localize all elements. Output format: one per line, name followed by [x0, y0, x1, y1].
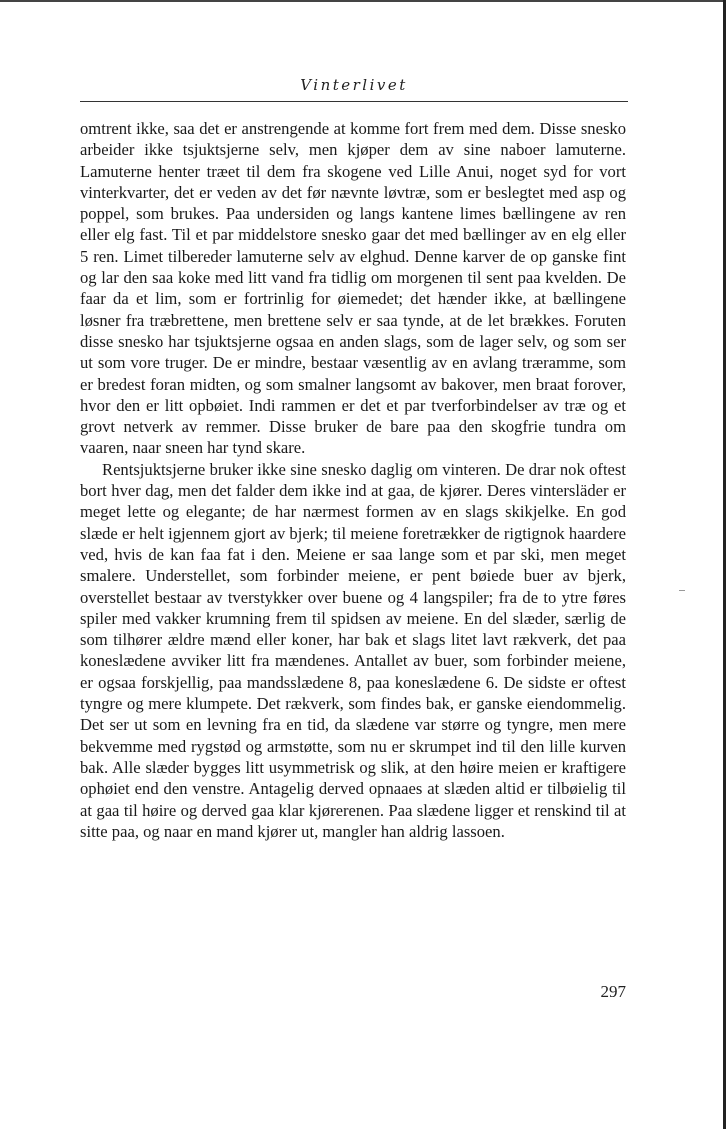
- page-number: 297: [600, 982, 626, 1001]
- paragraph-1: omtrent ikke, saa det er anstrengende at komme fort frem med dem. Disse snesko arbeider ikke tsjuktsjerne selv, men kjøper dem av sine naboer lamuterne. Lamuterne henter træet til dem fra skogene ved Lille Anui, noget syd for vort vinterkvarter, det er veden av det før nævnte løvtræ, som er beslegtet med asp og poppel, som brukes. Paa undersiden og langs kantene limes bællingene av ren eller elg fast. Til et par middelstore snesko gaar det med bællinger av en elg eller 5 ren. Limet tilbereder lamuterne selv av elghud. Denne karver de op ganske fint og lar den saa koke med litt vand fra tidlig om morgenen til sent paa kvelden. De faar da et lim, som er fortrinlig for øiemedet; det hænder ikke, at bællingene løsner fra træbrettene, men brettene selv er saa tynde, at de let brækkes. Foruten disse snesko har tsjuktsjerne ogsaa en anden slags, som de lager selv, og som ser ut som vore truger. De er mindre, bestaar væsentlig av en avlang træramme, som er bredest foran midten, og som smalner langsomt av bakover, men braat forover, hvor den er litt opbøiet. Indi rammen er det et par tverforbindelser av træ og et grovt netverk av remmer. Disse bruker de bare paa den skogfrie tundra om vaaren, naar sneen har tynd skare.: [80, 119, 626, 458]
- body-text: [80, 118, 626, 842]
- header-rule: [80, 101, 628, 102]
- page-edge-top: [0, 0, 726, 2]
- margin-mark: [679, 590, 685, 591]
- running-header: Vinterlivet: [300, 76, 408, 94]
- paragraph-2: Rentsjuktsjerne bruker ikke sine snesko daglig om vinteren. De drar nok oftest bort hver dag, men det falder dem ikke ind at gaa, de kjører. Deres vintersläder er meget lette og elegante; de har nærmest formen av en slags skikjelke. En god slæde er helt igjennem gjort av bjerk; til meiene foretrækker de rigtignok haardere ved, hvis de kan faa fat i den. Meiene er saa lange som et par ski, men meget smalere. Understellet, som forbinder meiene, er pent bøiede buer av bjerk, overstellet bestaar av tverstykker over buene og 4 langspiler; fra de to ytre føres spiler med vakker krumning frem til spidsen av meiene. En del slæder, særlig de som tilhører ældre mænd eller koner, har bak et slags litet lavt rækverk, det paa koneslædene avviker litt fra mændenes. Antallet av buer, som forbinder meiene, er ogsaa forskjellig, paa mandsslædene 8, paa koneslædene 6. De sidste er oftest tyngre og mere klumpete. Det rækverk, som findes bak, er ganske eiendommelig. Det ser ut som en levning fra en tid, da slædene var større og tyngre, men mere bekvemme med rygstød og armstøtte, som nu er skrumpet ind til den lille kurven bak. Alle slæder bygges litt usymmetrisk og slik, at den høire meien er kraftigere ophøiet end den venstre. Antagelig derved opnaaes at slæden altid er tilbøielig til at gaa til høire og derved gaa klar kjørerenen. Paa slædene ligger et renskind til at sitte paa, og naar en mand kjører ut, mangler han aldrig lassoen.: [80, 459, 626, 841]
